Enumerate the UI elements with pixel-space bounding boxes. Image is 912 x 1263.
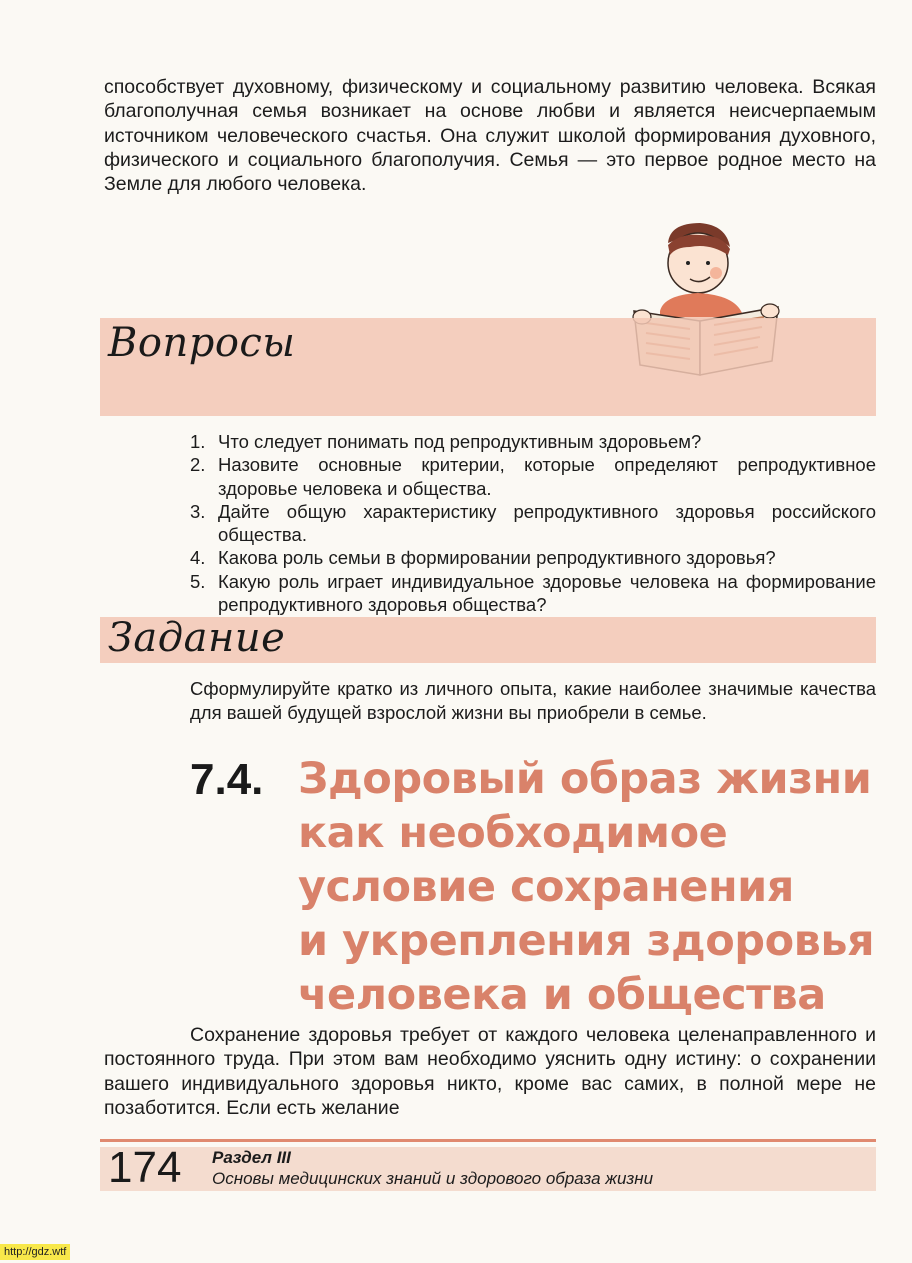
task-text: Сформулируйте кратко из личного опыта, какие наиболее значимые качества для вашей будущей взрослой жизни вы приобрели в семье. bbox=[190, 678, 876, 723]
page-number: 174 bbox=[108, 1143, 182, 1192]
question-text: Какую роль играет индивидуальное здоровье человека на формирование репродуктивного здоровья общества? bbox=[218, 570, 876, 616]
question-number: 3. bbox=[190, 500, 206, 522]
questions-list bbox=[190, 430, 876, 616]
question-item bbox=[190, 570, 876, 617]
footer-section-label: Раздел III bbox=[212, 1148, 291, 1167]
question-number: 4. bbox=[190, 547, 206, 569]
section-title-line: человека и общества bbox=[298, 970, 826, 1020]
question-item bbox=[190, 500, 876, 547]
question-text: Дайте общую характеристику репродуктивного здоровья российского общества. bbox=[218, 500, 876, 546]
body-paragraph: Сохранение здоровья требует от каждого человека целенаправленного и постоянного труда. При этом вам необходимо уяснить одну истину: о сохранении вашего индивидуального здоровья никто, кроме вас самих, в полной мере не позаботится. Если есть желание bbox=[104, 1024, 876, 1119]
section-title-line: как необходимое bbox=[298, 808, 728, 858]
watermark-link[interactable]: http://gdz.wtf bbox=[0, 1244, 70, 1260]
section-number: 7.4. bbox=[190, 755, 264, 804]
footer-divider bbox=[100, 1139, 876, 1142]
section-title-line: условие сохранения bbox=[298, 862, 794, 912]
section-title-line: Здоровый образ жизни bbox=[298, 754, 872, 804]
intro-paragraph: способствует духовному, физическому и социальному развитию человека. Всякая благополучная семья возникает на основе любви и является неисчерпаемым источником человеческого счастья. Она служит школой формирования духовного, физического и социального благополучия. Семья — это первое родное место на Земле для любого человека. bbox=[104, 76, 876, 196]
questions-heading: Вопросы bbox=[108, 320, 296, 366]
section-title-line: и укрепления здоровья bbox=[298, 916, 875, 966]
task-heading: Задание bbox=[108, 615, 286, 661]
footer-section-subtitle: Основы медицинских знаний и здорового образа жизни bbox=[212, 1169, 654, 1188]
question-text: Какова роль семьи в формировании репродуктивного здоровья? bbox=[218, 547, 776, 569]
question-item bbox=[190, 430, 876, 453]
section-title bbox=[298, 752, 888, 1022]
question-text: Что следует понимать под репродуктивным здоровьем? bbox=[218, 431, 702, 452]
question-item bbox=[190, 453, 876, 500]
question-item bbox=[190, 546, 876, 569]
question-number: 1. bbox=[190, 431, 206, 452]
question-text: Назовите основные критерии, которые определяют репродуктивное здоровье человека и общества. bbox=[218, 454, 876, 499]
question-number: 5. bbox=[190, 570, 206, 592]
question-number: 2. bbox=[190, 454, 206, 476]
